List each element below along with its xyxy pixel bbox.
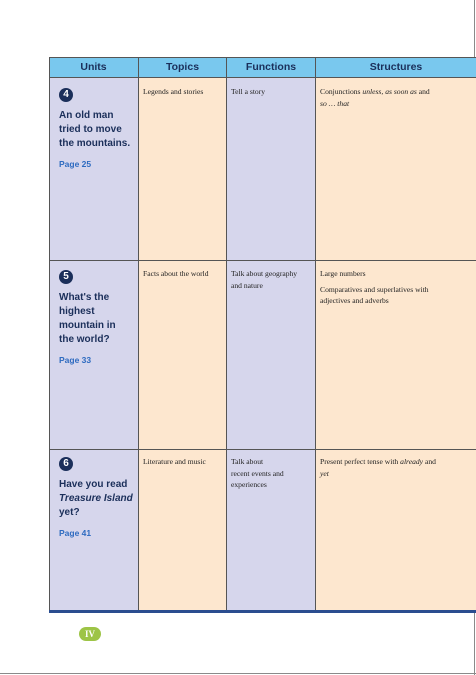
header-topics: Topics [139,57,226,77]
functions-column [227,57,315,610]
unit-title-line: An old man [59,110,114,121]
unit-title-line: What's the [59,292,110,303]
unit-number-badge: 6 [59,457,73,471]
functions-text: Tell a story [231,87,266,96]
unit-title-line: Have you read [59,479,128,490]
structures-text: Large numbers [320,269,366,278]
header-structures: Structures [316,57,476,77]
row-divider [49,449,476,450]
unit-number-badge: 4 [59,88,73,102]
functions-cell [231,268,315,291]
structures-text: Conjunctions unless, as soon as and so … that [320,87,430,108]
row-divider [49,260,476,261]
unit-title-line: the world? [59,334,110,345]
unit-title-line: tried to move [59,124,122,135]
page-number-badge: IV [79,627,101,641]
unit-title-line: yet? [59,507,80,518]
structures-cell [320,86,472,109]
functions-text: Talk about recent events and experiences [231,457,284,489]
unit-6 [59,457,137,538]
unit-title-line: Treasure Island [59,493,133,504]
structures-cell [320,268,472,307]
column-divider [315,57,316,610]
header-divider [49,77,476,78]
syllabus-table [49,57,476,612]
column-divider [138,57,139,610]
unit-title-line: highest [59,306,95,317]
unit-title-line: the mountains. [59,138,131,149]
functions-cell [231,456,313,491]
topics-text: Facts about the world [143,269,209,278]
header-functions: Functions [227,57,315,77]
unit-page-link[interactable]: Page 33 [59,355,92,365]
unit-title [59,478,137,520]
page-edge-bottom [0,673,476,674]
topics-text: Literature and music [143,457,206,466]
functions-cell [231,86,313,98]
structures-cell [320,456,472,479]
unit-title [59,109,137,151]
unit-page-link[interactable]: Page 25 [59,159,92,169]
topics-cell [143,456,225,468]
structures-column [316,57,476,610]
column-divider [226,57,227,610]
topics-cell [143,268,225,280]
table-bottom-bar [49,610,476,613]
unit-title [59,291,137,347]
topics-column [139,57,226,610]
unit-title-line: mountain in [59,320,116,331]
unit-4 [59,88,137,169]
table-border-top [49,57,476,58]
unit-5 [59,270,137,365]
table-border-left [49,57,50,610]
topics-text: Legends and stories [143,87,204,96]
header-units: Units [49,57,138,77]
unit-number-badge: 5 [59,270,73,284]
topics-cell [143,86,225,98]
structures-text: Comparatives and superlatives with adjectives and adverbs [320,284,429,305]
structures-text: Present perfect tense with already and yet [320,457,436,478]
unit-page-link[interactable]: Page 41 [59,528,92,538]
functions-text: Talk about geography and nature [231,269,298,290]
